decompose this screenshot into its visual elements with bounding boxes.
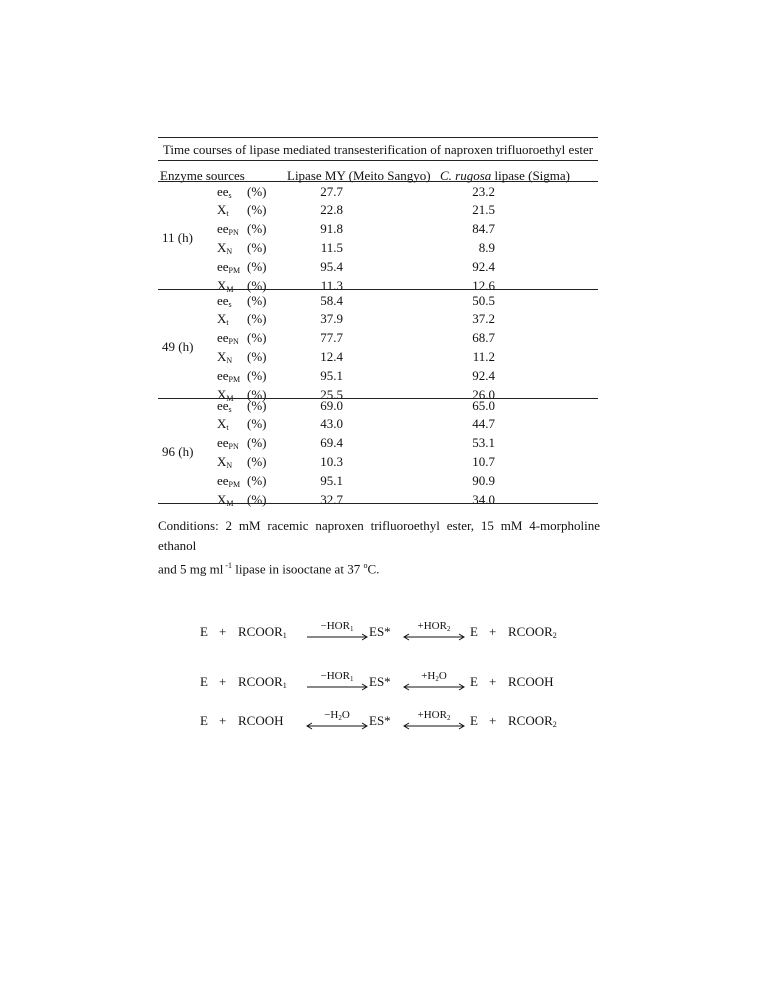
lipase-my-value: 95.4 bbox=[320, 259, 343, 274]
unit-label: (%) bbox=[247, 330, 267, 345]
parameter-label: $ee_{PM}$ bbox=[217, 368, 241, 384]
reaction-arrow bbox=[402, 709, 466, 735]
arrow-label: $+HOR_2$ bbox=[417, 709, 451, 722]
table-row bbox=[158, 492, 598, 510]
lipase-my-value: 11.3 bbox=[320, 278, 343, 293]
lipase-my-value: 12.4 bbox=[320, 349, 343, 364]
lipase-my-value: 11.5 bbox=[320, 240, 343, 255]
enzyme-label: E bbox=[200, 713, 208, 728]
intermediate-label: ES* bbox=[369, 674, 391, 689]
parameter-label: $X_M$ bbox=[217, 278, 234, 294]
lipase-my-value: 32.7 bbox=[320, 492, 343, 507]
arrow-label: $-H_2O$ bbox=[324, 709, 350, 722]
unit-label: (%) bbox=[247, 398, 267, 413]
table-row bbox=[158, 368, 598, 386]
product-label: $RCOOR_2$ bbox=[508, 624, 557, 640]
c-rugosa-value: 50.5 bbox=[472, 293, 495, 308]
unit-label: (%) bbox=[247, 473, 267, 488]
conditions-line-1: Conditions: 2 mM racemic naproxen trifluoroethyl ester, 15 mM 4-morpholine ethanol bbox=[158, 518, 600, 553]
table-row bbox=[158, 293, 598, 311]
lipase-my-value: 69.0 bbox=[320, 398, 343, 413]
enzyme-label: E bbox=[470, 624, 478, 639]
parameter-label: $X_M$ bbox=[217, 492, 234, 508]
unit-label: (%) bbox=[247, 349, 267, 364]
lipase-my-value: 69.4 bbox=[320, 435, 343, 450]
c-rugosa-value: 92.4 bbox=[472, 259, 495, 274]
parameter-label: $X_t$ bbox=[217, 202, 229, 218]
lipase-my-value: 95.1 bbox=[320, 473, 343, 488]
reaction-arrow bbox=[305, 620, 369, 646]
parameter-label: $X_N$ bbox=[217, 454, 233, 470]
arrow-label: $+HOR_2$ bbox=[417, 620, 451, 633]
c-rugosa-value: 8.9 bbox=[478, 240, 495, 255]
reactant-label: RCOOH bbox=[238, 713, 284, 728]
reaction-arrow bbox=[305, 709, 369, 735]
header-c-rugosa-species: C. rugosa bbox=[440, 168, 492, 183]
table-row bbox=[158, 398, 598, 416]
header-enzyme-sources: Enzyme sources bbox=[160, 168, 245, 183]
unit-label: (%) bbox=[247, 492, 267, 507]
intermediate-label: ES* bbox=[369, 624, 391, 639]
conditions-note bbox=[158, 516, 600, 579]
lipase-my-value: 27.7 bbox=[320, 184, 343, 199]
lipase-my-value: 25.5 bbox=[320, 387, 343, 402]
unit-label: (%) bbox=[247, 435, 267, 450]
table-row bbox=[158, 259, 598, 277]
reaction-arrow bbox=[402, 670, 466, 696]
reaction-arrow bbox=[402, 620, 466, 646]
unit-label: (%) bbox=[247, 240, 267, 255]
intermediate-label: ES* bbox=[369, 713, 391, 728]
lipase-my-value: 22.8 bbox=[320, 202, 343, 217]
reaction-arrow bbox=[305, 670, 369, 696]
table-caption: Time courses of lipase mediated transesterification of naproxen trifluoroethyl ester bbox=[162, 142, 594, 157]
unit-label: (%) bbox=[247, 278, 267, 293]
enzyme-label: E bbox=[200, 674, 208, 689]
c-rugosa-value: 34.0 bbox=[472, 492, 495, 507]
enzyme-label: E bbox=[470, 674, 478, 689]
c-rugosa-value: 37.2 bbox=[472, 311, 495, 326]
table-row bbox=[158, 202, 598, 220]
table-row bbox=[158, 330, 598, 348]
c-rugosa-value: 11.2 bbox=[472, 349, 495, 364]
product-label: RCOOH bbox=[508, 674, 554, 689]
parameter-label: $ee_s$ bbox=[217, 398, 232, 414]
parameter-label: $ee_{PM}$ bbox=[217, 473, 241, 489]
parameter-label: $ee_{PM}$ bbox=[217, 259, 241, 275]
unit-label: (%) bbox=[247, 454, 267, 469]
caption-rule bbox=[158, 160, 598, 161]
c-rugosa-value: 12.6 bbox=[472, 278, 495, 293]
reaction-equation bbox=[0, 709, 775, 735]
lipase-my-value: 43.0 bbox=[320, 416, 343, 431]
time-label: 49 (h) bbox=[162, 339, 194, 354]
table-row bbox=[158, 311, 598, 329]
lipase-my-value: 37.9 bbox=[320, 311, 343, 326]
c-rugosa-value: 23.2 bbox=[472, 184, 495, 199]
lipase-my-value: 91.8 bbox=[320, 221, 343, 236]
arrow-label: $-HOR_1$ bbox=[320, 670, 354, 683]
parameter-label: $ee_s$ bbox=[217, 293, 232, 309]
plus-sign: + bbox=[219, 674, 227, 689]
lipase-my-value: 10.3 bbox=[320, 454, 343, 469]
time-label: 96 (h) bbox=[162, 444, 194, 459]
c-rugosa-value: 65.0 bbox=[472, 398, 495, 413]
c-rugosa-value: 26.0 bbox=[472, 387, 495, 402]
plus-sign: + bbox=[219, 713, 227, 728]
unit-label: (%) bbox=[247, 202, 267, 217]
header-lipase-my: Lipase MY (Meito Sangyo) bbox=[287, 168, 431, 183]
table-group bbox=[158, 293, 598, 401]
table-group bbox=[158, 398, 598, 506]
unit-label: (%) bbox=[247, 311, 267, 326]
unit-label: (%) bbox=[247, 259, 267, 274]
c-rugosa-value: 10.7 bbox=[472, 454, 495, 469]
table-bottom-rule bbox=[158, 503, 598, 504]
c-rugosa-value: 92.4 bbox=[472, 368, 495, 383]
plus-sign: + bbox=[489, 674, 497, 689]
conditions-line-2: and 5 mg ml $^{-1}$ lipase in isooctane at 37 $^o$C. bbox=[158, 561, 380, 577]
table-row bbox=[158, 416, 598, 434]
parameter-label: $X_M$ bbox=[217, 387, 234, 403]
time-label: 11 (h) bbox=[162, 230, 193, 245]
c-rugosa-value: 53.1 bbox=[472, 435, 495, 450]
unit-label: (%) bbox=[247, 293, 267, 308]
table-group bbox=[158, 184, 598, 292]
lipase-my-value: 95.1 bbox=[320, 368, 343, 383]
header-c-rugosa-rest: lipase (Sigma) bbox=[491, 168, 571, 183]
parameter-label: $ee_{PN}$ bbox=[217, 221, 239, 237]
product-label: $RCOOR_2$ bbox=[508, 713, 557, 729]
unit-label: (%) bbox=[247, 184, 267, 199]
plus-sign: + bbox=[489, 624, 497, 639]
lipase-my-value: 58.4 bbox=[320, 293, 343, 308]
plus-sign: + bbox=[219, 624, 227, 639]
c-rugosa-value: 21.5 bbox=[472, 202, 495, 217]
reaction-equation bbox=[0, 670, 775, 696]
enzyme-label: E bbox=[470, 713, 478, 728]
arrow-label: $-HOR_1$ bbox=[320, 620, 354, 633]
table-row bbox=[158, 473, 598, 491]
parameter-label: $X_N$ bbox=[217, 349, 233, 365]
c-rugosa-value: 44.7 bbox=[472, 416, 495, 431]
unit-label: (%) bbox=[247, 387, 267, 402]
unit-label: (%) bbox=[247, 368, 267, 383]
c-rugosa-value: 68.7 bbox=[472, 330, 495, 345]
table-row bbox=[158, 349, 598, 367]
header-rule bbox=[158, 181, 598, 182]
parameter-label: $ee_s$ bbox=[217, 184, 232, 200]
parameter-label: $ee_{PN}$ bbox=[217, 330, 239, 346]
reactant-label: $RCOOR_1$ bbox=[238, 674, 287, 690]
group-rule bbox=[158, 289, 598, 290]
table-top-rule bbox=[158, 137, 598, 138]
table-row bbox=[158, 221, 598, 239]
unit-label: (%) bbox=[247, 221, 267, 236]
parameter-label: $X_t$ bbox=[217, 311, 229, 327]
c-rugosa-value: 90.9 bbox=[472, 473, 495, 488]
arrow-label: $+H_2O$ bbox=[421, 670, 447, 683]
table-row bbox=[158, 435, 598, 453]
unit-label: (%) bbox=[247, 416, 267, 431]
c-rugosa-value: 84.7 bbox=[472, 221, 495, 236]
enzyme-label: E bbox=[200, 624, 208, 639]
reaction-equation bbox=[0, 620, 775, 646]
plus-sign: + bbox=[489, 713, 497, 728]
parameter-label: $X_t$ bbox=[217, 416, 229, 432]
parameter-label: $X_N$ bbox=[217, 240, 233, 256]
parameter-label: $ee_{PN}$ bbox=[217, 435, 239, 451]
table-row bbox=[158, 184, 598, 202]
lipase-my-value: 77.7 bbox=[320, 330, 343, 345]
reactant-label: $RCOOR_1$ bbox=[238, 624, 287, 640]
table-row bbox=[158, 240, 598, 258]
table-row bbox=[158, 454, 598, 472]
